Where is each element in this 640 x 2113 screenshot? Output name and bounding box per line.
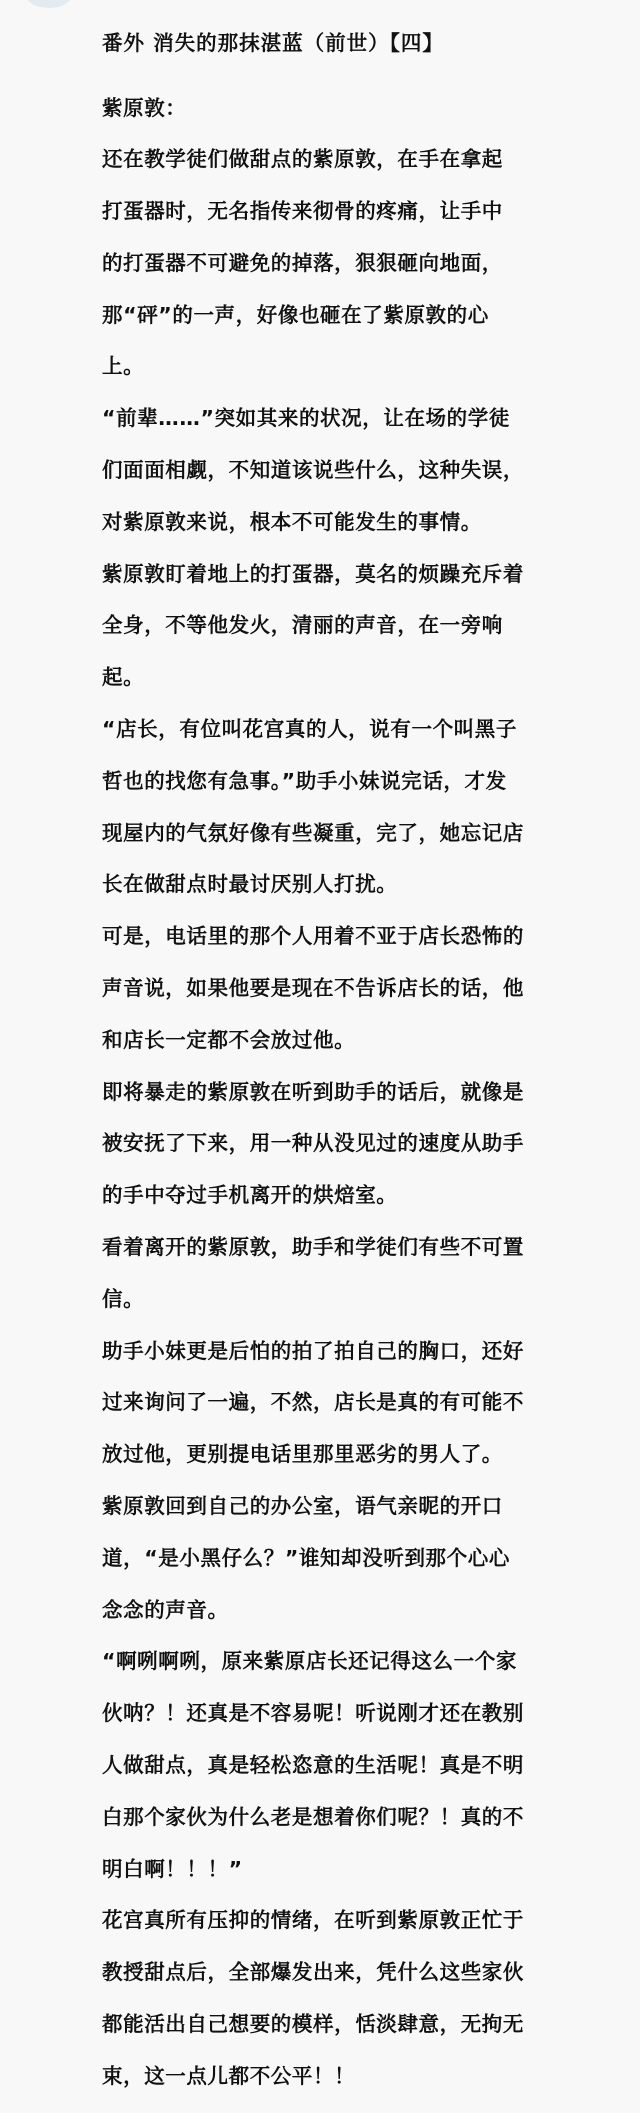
story-line: 声音说，如果他要是现在不告诉店长的话，他	[102, 976, 524, 1001]
story-line: “店长，有位叫花宫真的人，说有一个叫黑子	[102, 717, 517, 742]
story-line: 哲也的找您有急事。”助手小妹说完话，才发	[102, 768, 507, 793]
story-line: 人做甜点，真是轻松恣意的生活呢！真是不明	[102, 1753, 524, 1777]
story-line: 打蛋器时，无名指传来彻骨的疼痛，让手中	[102, 199, 503, 224]
story-line: 的打蛋器不可避免的掉落，狠狠砸向地面，	[102, 250, 503, 275]
corner-image-fragment	[26, 0, 72, 8]
story-line: 上。	[102, 354, 145, 379]
story-line: 现屋内的气氛好像有些凝重，完了，她忘记店	[102, 820, 524, 845]
story-line: 的手中夺过手机离开的烘焙室。	[102, 1183, 398, 1208]
story-text	[102, 72, 617, 2113]
story-line: 那“砰”的一声，好像也砸在了紫原敦的心	[102, 302, 489, 327]
story-line: 紫原敦盯着地上的打蛋器，莫名的烦躁充斥着	[102, 561, 524, 586]
story-line: 紫原敦：	[102, 95, 187, 120]
story-line: 即将暴走的紫原敦在听到助手的话后，就像是	[102, 1079, 524, 1104]
story-line: 都能活出自己想要的模样，恬淡肆意，无拘无	[102, 2011, 524, 2036]
story-line: 放过他，更别提电话里那里恶劣的男人了。	[102, 1442, 503, 1467]
story-line: 过来询问了一遍，不然，店长是真的有可能不	[102, 1390, 524, 1415]
story-line: 和店长一定都不会放过他。	[102, 1027, 356, 1052]
story-line: 道，“是小黑仔么？”谁知却没听到那个心心	[102, 1545, 510, 1570]
story-line: 还在教学徒们做甜点的紫原敦，在手在拿起	[102, 147, 503, 172]
story-line: 对紫原敦来说，根本不可能发生的事情。	[102, 509, 482, 534]
story-line: 助手小妹更是后怕的拍了拍自己的胸口，还好	[102, 1338, 524, 1363]
story-line: 长在做甜点时最讨厌别人打扰。	[102, 872, 398, 897]
story-line: 们面面相觑，不知道该说些什么，这种失误，	[102, 458, 524, 483]
story-line: 紫原敦回到自己的办公室，语气亲昵的开口	[102, 1494, 503, 1519]
story-line: 被安抚了下来，用一种从没见过的速度从助手	[102, 1131, 524, 1156]
story-line: “前辈……”突如其来的状况，让在场的学徒	[102, 406, 510, 431]
story-line: 信。	[102, 1286, 145, 1311]
story-line: 起。	[102, 665, 145, 690]
story-line: 明白啊！！！”	[102, 1856, 243, 1881]
story-line: 伙呐？！还真是不容易呢！听说刚才还在教别	[102, 1701, 524, 1726]
story-line: 教授甜点后，全部爆发出来，凭什么这些家伙	[102, 1960, 524, 1985]
story-line: “啊咧啊咧，原来紫原店长还记得这么一个家	[102, 1649, 517, 1674]
story-line: 可是，电话里的那个人用着不亚于店长恐怖的	[102, 924, 524, 949]
story-line: 看着离开的紫原敦，助手和学徒们有些不可置	[102, 1235, 524, 1260]
story-line: 念念的声音。	[102, 1597, 229, 1622]
story-line: 束，这一点儿都不公平！！	[102, 2063, 356, 2088]
story-line: 全身，不等他发火，清丽的声音，在一旁响	[102, 613, 503, 638]
story-line: 白那个家伙为什么老是想着你们呢？！真的不	[102, 1804, 524, 1829]
story-line: 花宫真所有压抑的情绪，在听到紫原敦正忙于	[102, 1908, 524, 1933]
chapter-title: 番外 消失的那抹湛蓝（前世）【四】	[102, 30, 444, 55]
